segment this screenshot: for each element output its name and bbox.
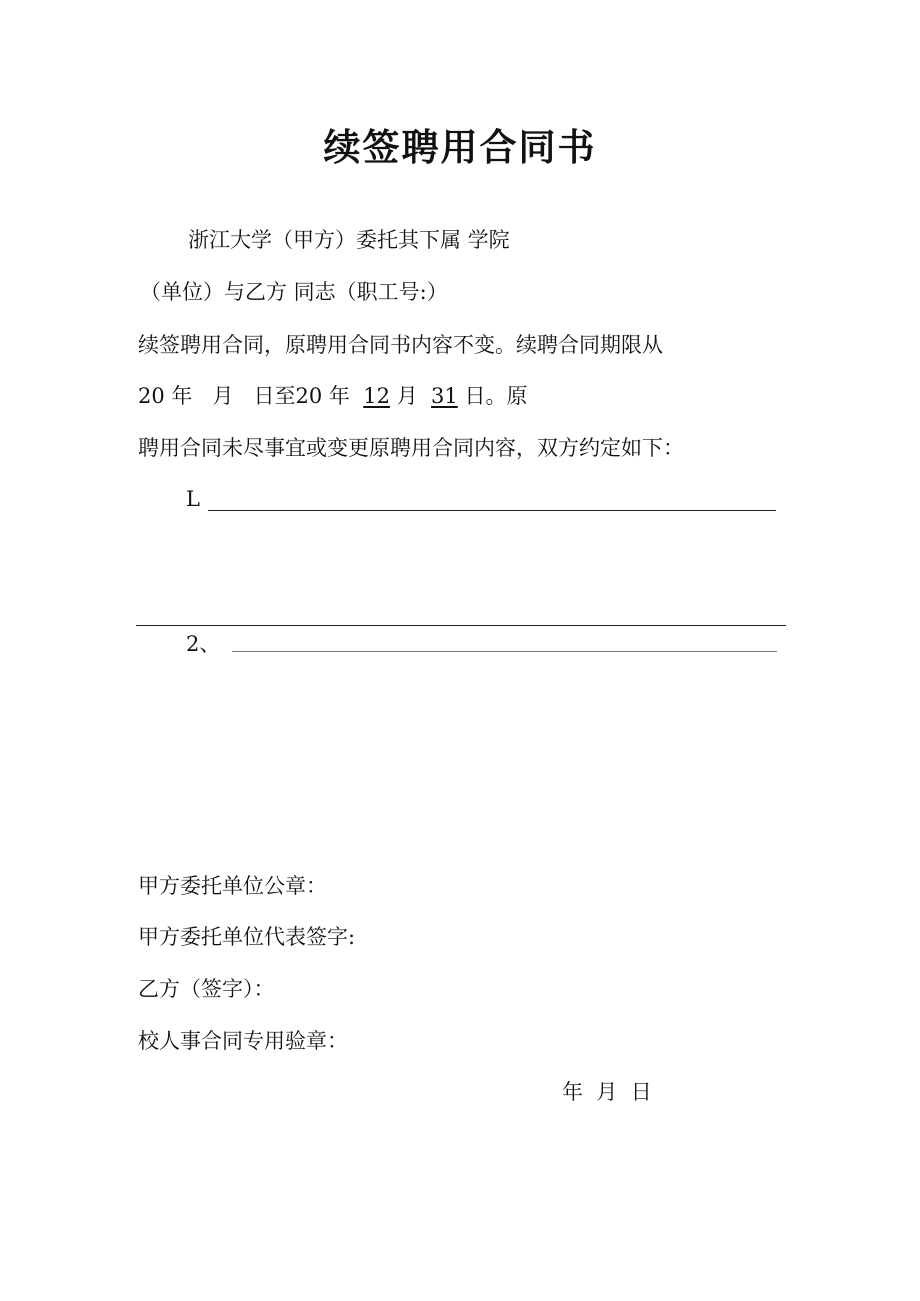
start-month-char: 月 — [212, 384, 234, 408]
date-line: 年 月 日 — [562, 1080, 652, 1104]
para-line-4 — [138, 384, 527, 409]
item-2-label: 2、 — [186, 632, 221, 656]
end-day-value: 31 — [431, 384, 458, 408]
item-1-blank-line — [208, 510, 776, 511]
para-line-2: （单位）与乙方 同志（职工号:） — [140, 280, 448, 304]
para-line-3: 续签聘用合同，原聘用合同书内容不变。续聘合同期限从 — [138, 333, 663, 357]
start-year-char: 年 — [171, 384, 193, 408]
end-year-prefix: 20 — [295, 384, 323, 408]
start-day-char: 日至 — [253, 384, 296, 408]
para-line-1: 浙江大学（甲方）委托其下属 学院 — [188, 228, 510, 252]
party-b-signature-label: 乙方（签字）： — [138, 977, 275, 1001]
end-year-char: 年 — [328, 384, 350, 408]
end-month-value: 12 — [363, 384, 390, 408]
start-year-prefix: 20 — [138, 384, 165, 408]
document-title: 续签聘用合同书 — [323, 126, 597, 169]
item-1-continuation-line — [136, 625, 786, 626]
party-a-representative-label: 甲方委托单位代表签字: — [138, 925, 356, 949]
school-seal-label: 校人事合同专用验章： — [138, 1029, 348, 1053]
end-month-char: 月 — [396, 384, 418, 408]
item-1-label: L — [186, 487, 200, 511]
item-2-blank-line — [232, 651, 777, 652]
end-tail: 日。原 — [464, 384, 528, 408]
para-line-5: 聘用合同未尽事宜或变更原聘用合同内容，双方约定如下： — [138, 436, 684, 460]
party-a-seal-label: 甲方委托单位公章： — [138, 874, 327, 898]
